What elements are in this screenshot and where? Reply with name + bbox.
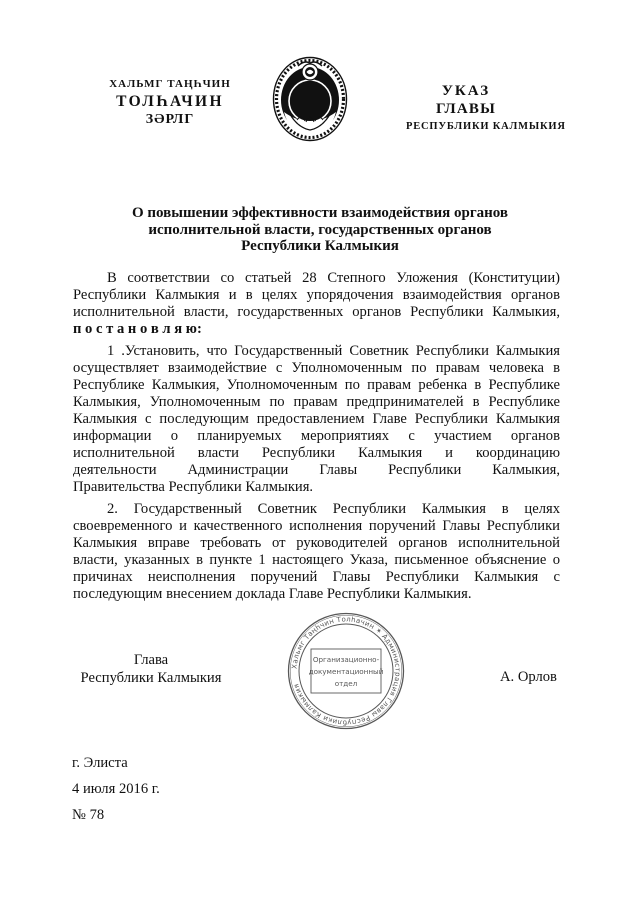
header-kalmyk-block [90,76,250,129]
signatory-position-line-1: Глава [133,652,169,668]
header-kalmyk-line-2: ТОЛҺАЧИН [116,93,224,110]
preamble-paragraph [73,270,560,338]
stamp-center-line: Организационно- [312,655,380,664]
place-of-signing: г. Элиста [72,755,128,771]
body-line: осуществляет взаимодействие с Уполномоченным по правам человека в [73,360,560,376]
body-line: власти, указанных в пункте 1 настоящего Указа, письменное объяснение о [73,552,560,568]
item-1-paragraph [73,343,560,496]
official-stamp [287,612,405,730]
body-line: Калмыкия вправе требовать от руководителей органов исполнительной [73,535,560,551]
body-line: Калмыкия с последующим предоставлением Главе Республики Калмыкия [73,411,560,427]
body-line: Калмыкия, Уполномоченным по правам предпринимателей в Республике [73,394,560,410]
header-decree-head: ГЛАВЫ [435,101,497,117]
title-line: О повышении эффективности взаимодействия органов [131,205,509,221]
body-line: своевременного и качественного исполнения поручений Главы Республики [73,518,560,534]
body-line: исполнительной власти, государственных органов Республики Калмыкия, [73,304,560,320]
signatory-position [78,651,224,687]
header-decree-republic: РЕСПУБЛИКИ КАЛМЫКИЯ [406,121,566,132]
signatory-position-line-2: Республики Калмыкия [80,670,222,686]
coat-of-arms-icon [271,54,349,142]
document-title [0,205,640,255]
body-line: Республики Калмыкия и в целях упорядочения взаимодействия органов [73,287,560,303]
decree-word: п о с т а н о в л я ю: [73,321,202,337]
body-line: В соответствии со статьей 28 Степного Уложения (Конституции) [107,270,560,286]
body-line: 2. Государственный Советник Республики Калмыкия в целях [107,501,560,517]
header-decree-title: УКАЗ [441,83,491,99]
header-kalmyk-line-1: ХАЛЬМГ ТАҢҺЧИН [109,78,231,90]
title-line: Республики Калмыкия [241,238,399,254]
body-line: деятельности Администрации Главы Республики Калмыкия, [73,462,560,478]
document-body [73,270,560,603]
body-line: Республике Калмыкия, Уполномоченным по правам ребенка в Республике [73,377,560,393]
body-line: 1 .Установить, что Государственный Советник Республики Калмыкия [107,343,560,359]
stamp-center-line: документационный [308,667,384,676]
body-line: последующим внесением доклада Главе Республики Калмыкия. [73,586,472,602]
signatory-name: А. Орлов [500,669,557,685]
body-line: причинах неисполнения поручений Главы Республики Калмыкия с [73,569,560,585]
body-line: информации о планируемых мероприятиях с участием органов [73,428,560,444]
header-decree-block [406,82,526,118]
header-kalmyk-line-3: ЗӘРЛГ [145,112,195,127]
decree-date: 4 июля 2016 г. [72,781,160,797]
title-line: исполнительной власти, государственных органов [148,221,492,238]
body-line: Правительства Республики Калмыкия. [73,479,314,495]
item-2-paragraph [73,501,560,603]
decree-number: № 78 [72,807,105,823]
stamp-center-line: отдел [334,679,358,688]
stamp-ring-text: Хальмг Таңһчин Толһачин ✶ Администрация Главы Республики Калмыкия [290,615,402,727]
body-line: исполнительной власти Республики Калмыкия и координацию [73,445,560,461]
